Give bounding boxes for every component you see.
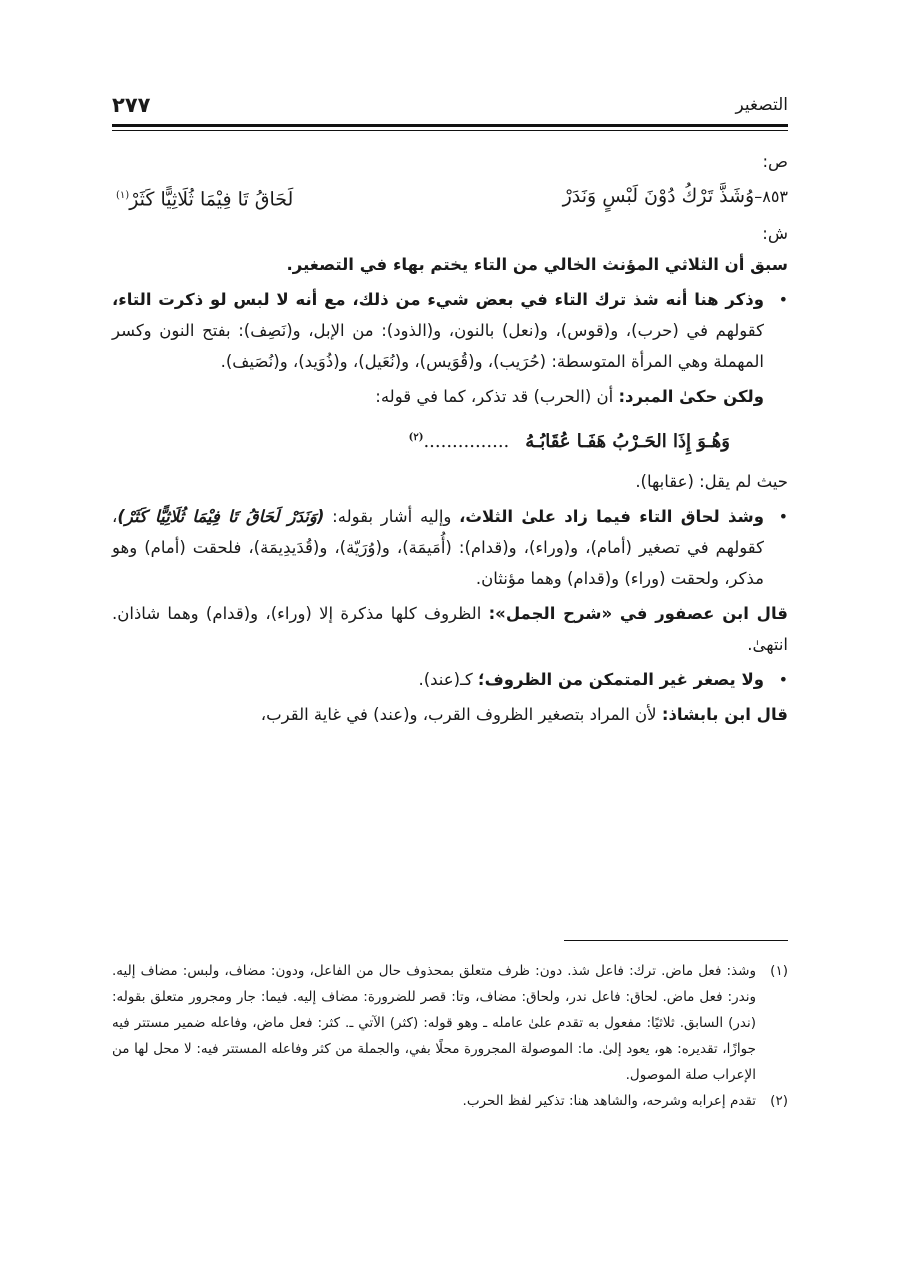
footnote-1-number: (١)	[770, 963, 788, 979]
bullet-1-bold: وذكر هنا أنه شذ ترك التاء في بعض شيء من ذلك، مع أنه لا لبس لو ذكرت التاء،	[112, 290, 764, 310]
bullet-paragraph-1	[112, 284, 788, 377]
verse-second-hemistich: لَحَاقُ تَا فِيْمَا ثُلَاثِيًّا كَثَرْ	[129, 188, 294, 211]
bullet-2-text-b: ، كقولهم في تصغير (أمام)، و(وراء)، و(قدام): (أُمَيمَة)، و(وُرَيّة)، و(قُدَيدِيمَة)، فلحقت (أمام) وهو مذكر، ولحقت (وراء) و(قدام) وهما مؤنثان.	[112, 507, 764, 589]
footnote-1	[112, 958, 788, 1088]
bullet-2-quote: (وَنَدَرْ لَحَاقُ تَا فِيْمَا ثُلَاثِيًّا كَثَرْ)	[117, 507, 325, 527]
text-label-s: ص:	[762, 152, 788, 171]
page-number: ٢٧٧	[112, 93, 151, 117]
footnote-2-text: تقدم إعرابه وشرحه، والشاهد هنا: تذكير لفظ الحرب.	[462, 1093, 756, 1109]
bullet-3-text: كـ(عند).	[418, 670, 478, 690]
intro-paragraph: سبق أن الثلاثي المؤنث الخالي من التاء يختم بهاء في التصغير.	[286, 255, 788, 275]
poem-line: وَهُـوَ إِذَا الحَـرْبُ هَفَـا عُقَابُـهُ	[525, 431, 730, 453]
page-header	[112, 86, 788, 124]
mubarrad-paragraph	[112, 381, 788, 412]
asfur-bold: قال ابن عصفور في «شرح الجمل»:	[488, 604, 788, 624]
verse-line	[112, 177, 788, 218]
book-page	[112, 78, 788, 1228]
footnote-ref-2[interactable]: (٢)	[408, 432, 424, 444]
babshadh-text: لأن المراد بتصغير الظروف القرب، و(عند) في غاية القرب،	[260, 705, 662, 725]
header-rule-thin	[112, 130, 788, 131]
poem-citation	[112, 416, 788, 464]
bullet-paragraph-2	[112, 501, 788, 594]
text-label-sh: ش:	[762, 224, 788, 244]
verse-right	[563, 177, 788, 218]
asfur-text: الظروف كلها مذكرة إلا (وراء)، و(قدام) وهما شاذان. انتهىٰ.	[112, 604, 788, 655]
verse-left	[116, 177, 293, 218]
mubarrad-bold: ولكن حكىٰ المبرد:	[618, 387, 764, 407]
footnote-1-text: وشذ: فعل ماض. ترك: فاعل شذ. دون: ظرف متعلق بمحذوف حال من الفاعل، ودون: مضاف، ولبس: مضاف إليه. وندر: فعل ماض. لحاق: فاعل ندر، ولحاق: مضاف، وتا: قصر للضرورة: مضاف إليه. فيما: جار ومجرور متعلق بقوله: (ندر) السابق. ثلاثيًا: مفعول به تقدم علىٰ عامله ـ وهو قوله: (كثر) الآتي ـ. كثر: فعل ماض، وفاعله ضمير مستتر فيه جوازًا، تقديره: هو، يعود إلىٰ. ما: الموصولة المجرورة محلًا بفي، والجملة من كثر وفاعله المستتر فيه: لا محل لها من الإعراب صلة الموصول.	[112, 963, 756, 1083]
bullet-paragraph-3	[112, 664, 788, 695]
footnotes	[112, 958, 788, 1114]
bullet-3-bold: ولا يصغر غير المتمكن من الظروف؛	[478, 670, 764, 690]
asfur-paragraph	[112, 598, 788, 660]
footnote-2	[112, 1088, 788, 1114]
poem-dots: ...............	[423, 431, 510, 453]
verse-first-hemistich: وُشَذَّ تَرْكُ دُوْنَ لَبْسٍ وَنَدَرْ	[562, 185, 755, 207]
running-title: التصغير	[735, 95, 788, 115]
bullet-2-bold: وشذ لحاق التاء فيما زاد علىٰ الثلاث،	[459, 507, 764, 527]
babshadh-bold: قال ابن بابشاذ:	[661, 705, 788, 725]
footnote-2-number: (٢)	[770, 1093, 788, 1109]
header-rule-thick	[112, 124, 788, 127]
mubarrad-text: أن (الحرب) قد تذكر، كما في قوله:	[375, 387, 619, 407]
main-text	[112, 146, 788, 730]
bullet-1-text: كقولهم في (حرب)، و(قوس)، و(نعل) بالنون، و(الذود): من الإبل، و(نَصِف): بفتح النون وكسر المهملة وهي المرأة المتوسطة: (حُرَيب)، و(قُوَيس)، و(نُعَيل)، و(ذُوَيد)، و(نُصَيف).	[112, 321, 764, 372]
footnote-ref-1[interactable]: (١)	[116, 190, 130, 201]
footnote-separator	[564, 940, 788, 941]
haythu-paragraph: حيث لم يقل: (عقابها).	[635, 472, 788, 492]
bullet-2-text-a: وإليه أشار بقوله:	[324, 507, 460, 527]
verse-number: ٨٥٣–	[754, 187, 788, 206]
babshadh-paragraph	[112, 699, 788, 730]
